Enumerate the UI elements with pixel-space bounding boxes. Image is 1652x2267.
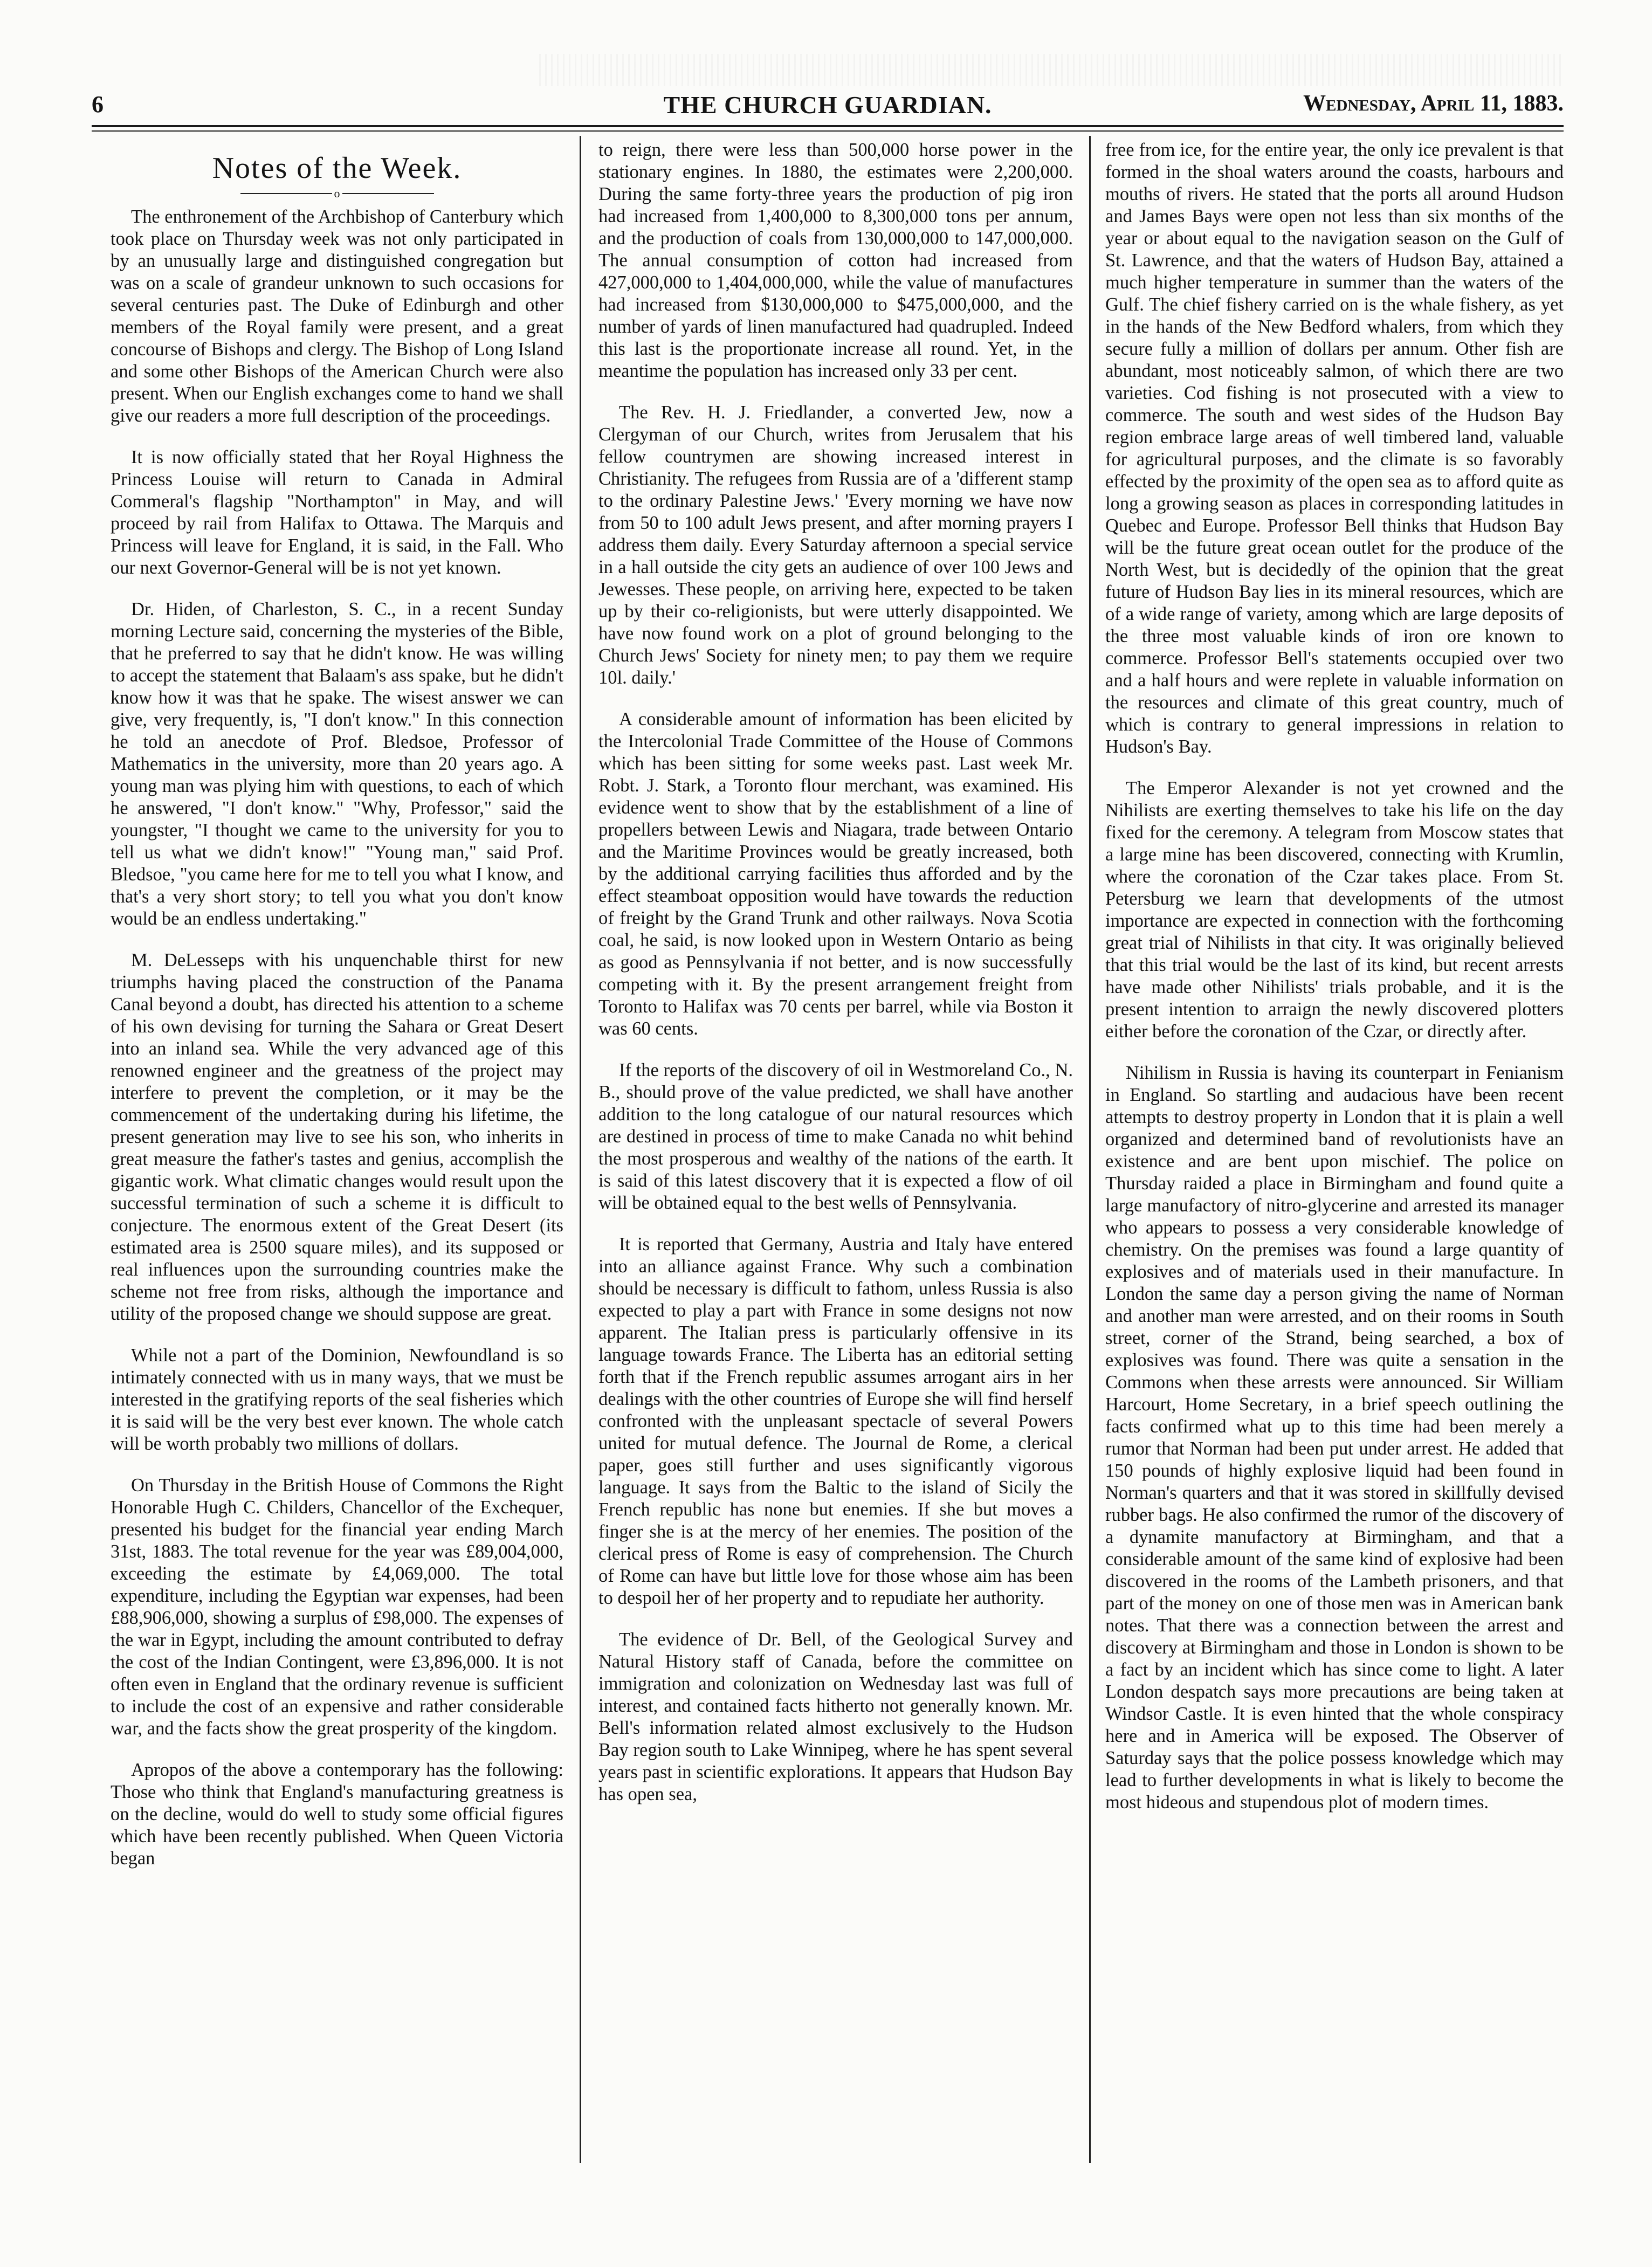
page-header: [92, 91, 1564, 123]
article-paragraph: A considerable amount of information has been elicited by the Intercolonial Trade Committee of the House of Commons which has been sitting for some weeks past. Last week Mr. Robt. J. Stark, a Toronto flour merchant, was examined. His evidence went to show that by the establishment of a line of propellers between Lewis and Niagara, trade between Ontario and the Maritime Provinces would be greatly increased, both by the additional carrying facilities thus afforded and by the effect steamboat opposition would have towards the reduction of freight by the Grand Trunk and other railways. Nova Scotia coal, he said, is now looked upon in Western Ontario as being as good as Pennsylvania if not better, and is now successfully competing with it. By the present arrangement freight from Toronto to Halifax was 70 cents per barrel, while via Boston it was 60 cents.: [598, 709, 1073, 1039]
column-divider: [580, 136, 581, 2163]
section-title: Notes of the Week.: [212, 151, 462, 185]
article-paragraph: The enthronement of the Archbishop of Canterbury which took place on Thursday week was not only participated in by an unusually large and distinguished congregation but was on a scale of grandeur unknown to such occasions for several centuries past. The Duke of Edinburgh and other members of the Royal family were present, and a great concourse of Bishops and clergy. The Bishop of Long Island and some other Bishops of the American Church were also present. When our English exchanges come to hand we shall give our readers a more full description of the proceedings.: [111, 206, 563, 426]
article-paragraph: Nihilism in Russia is having its counterpart in Fenianism in England. So startling and audacious have been recent attempts to destroy property in London that it is plain a well organized and determined band of revolutionists have an existence and are bent upon mischief. The police on Thursday raided a place in Birmingham and found quite a large manufactory of nitro-glycerine and arrested its manager who appears to possess a very considerable knowledge of chemistry. On the premises was found a large quantity of explosives and of materials used in their manufacture. In London the same day a person giving the name of Norman and another man were arrested, and on their rooms in South street, corner of the Strand, being searched, a box of explosives was found. There was quite a sensation in the Commons when these arrests were announced. Sir William Harcourt, Home Secretary, in a brief speech outlining the facts confirmed what up to this time had been merely a rumor that Norman had been put under arrest. He added that 150 pounds of highly explosive liquid had been found in Norman's quarters and that it was stored in skillfully devised rubber bags. He also confirmed the rumor of the discovery of a dynamite manufactory at Birmingham, and that a considerable amount of the same kind of explosive had been discovered in the rooms of the Lambeth prisoners, and that part of the money on one of those men was in American bank notes. That there was a connection between the arrest and discovery at Birmingham and those in London is shown to be a fact by an incident which has since come to light. A later London despatch says more precautions are being taken at Windsor Castle. It is even hinted that the whole conspiracy here and in America will be exposed. The Observer of Saturday says that the police possess knowledge which may lead to further developments in what is likely to become the most hideous and stupendous plot of modern times.: [1105, 1063, 1564, 1813]
header-rule: [92, 125, 1564, 127]
article-paragraph: The evidence of Dr. Bell, of the Geological Survey and Natural History staff of Canada, before the committee on immigration and colonization on Wednesday last was full of interest, and contained facts hitherto not generally known. Mr. Bell's information related almost exclusively to the Hudson Bay region south to Lake Winnipeg, where he has spent several years past in scientific explorations. It appears that Hudson Bay has open sea,: [598, 1629, 1073, 1804]
column-1: [111, 139, 563, 2177]
article-paragraph: free from ice, for the entire year, the only ice prevalent is that formed in the shoal waters around the coasts, harbours and mouths of rivers. He stated that the ports all around Hudson and James Bays were open not less than six months of the year or about equal to the navigation season on the Gulf of St. Lawrence, and that the waters of Hudson Bay, attained a much higher temperature in summer than the waters of the Gulf. The chief fishery carried on is the whale fishery, as yet in the hands of the New Bedford whalers, from which they secure fully a million of dollars per annum. Other fish are abundant, most noticeably salmon, of which there are two varieties. Cod fishing is not prosecuted with a view to commerce. The south and west sides of the Hudson Bay region embrace large areas of well timbered land, valuable for agricultural purposes, and the climate is so favorably effected by the proximity of the open sea as to afford quite as long a growing season as places in corresponding latitudes in Quebec and Europe. Professor Bell thinks that Hudson Bay will be the future great ocean outlet for the produce of the North West, but is decidedly of the opinion that the great future of Hudson Bay lies in its mineral resources, which are of a wide range of variety, among which are large deposits of the three most valuable kinds of iron ore known to commerce. Professor Bell's statements occupied over two and a half hours and were replete in valuable information on the resources and climate of this great country, much of which is contrary to general impressions in relation to Hudson's Bay.: [1105, 140, 1564, 757]
title-ornament: o: [111, 187, 563, 198]
article-paragraph: to reign, there were less than 500,000 horse power in the stationary engines. In 1880, the estimates were 2,200,000. During the same forty-three years the production of pig iron had increased from 1,400,000 to 8,300,000 tons per annum, and the production of coals from 130,000,000 to 147,000,000. The annual consumption of cotton had increased from 427,000,000 to 1,404,000,000, while the value of manufactures had increased from $130,000,000 to $475,000,000, and the number of yards of linen manufactured had quadrupled. Indeed this last is the proportionate increase all round. Yet, in the meantime the population has increased only 33 per cent.: [598, 140, 1073, 381]
issue-date: Wednesday, April 11, 1883.: [1303, 91, 1564, 116]
article-paragraph: On Thursday in the British House of Commons the Right Honorable Hugh C. Childers, Chancellor of the Exchequer, presented his budget for the financial year ending March 31st, 1883. The total revenue for the year was £89,004,000, exceeding the estimate by £4,069,000. The total expenditure, including the Egyptian war expenses, had been £88,906,000, showing a surplus of £98,000. The expenses of the war in Egypt, including the amount contributed to defray the cost of the Indian Contingent, were £3,896,000. It is not often even in England that the ordinary revenue is sufficient to include the cost of an expensive and rather considerable war, and the facts show the great prosperity of the kingdom.: [111, 1475, 563, 1739]
article-paragraph: If the reports of the discovery of oil in Westmoreland Co., N. B., should prove of the value predicted, we shall have another addition to the long catalogue of our natural resources which are destined in process of time to make Canada no whit behind the most prosperous and wealthy of the nations of the earth. It is said of this latest discovery that it is expected a flow of oil will be obtained equal to the best wells of Pennsylvania.: [598, 1060, 1073, 1213]
column-3: [1105, 139, 1564, 2177]
column-2: [598, 139, 1073, 2177]
article-paragraph: Apropos of the above a contemporary has the following: Those who think that England's manufacturing greatness is on the decline, would do well to study some official figures which have been recently published. When Queen Victoria began: [111, 1760, 563, 1869]
masthead-title: THE CHURCH GUARDIAN.: [663, 91, 992, 119]
article-paragraph: The Rev. H. J. Friedlander, a converted Jew, now a Clergyman of our Church, writes from Jerusalem that his fellow countrymen are showing increased interest in Christianity. The refugees from Russia are of a 'different stamp to the ordinary Palestine Jews.' 'Every morning we have now from 50 to 100 adult Jews present, and after morning prayers I address them daily. Every Saturday afternoon a special service in a hall outside the city gets an audience of over 100 Jews and Jewesses. These people, on arriving here, expected to be taken up by their co-religionists, but were utterly disappointed. We have now found work on a plot of ground belonging to the Church Jews' Society for ninety men; to pay them we require 10l. daily.': [598, 402, 1073, 688]
article-paragraph: M. DeLesseps with his unquenchable thirst for new triumphs having placed the construction of the Panama Canal beyond a doubt, has directed his attention to a scheme of his own devising for turning the Sahara or Great Desert into an inland sea. While the very advanced age of this renowned engineer and the greatness of the project may interfere to prevent the completion, or it may be the commencement of the undertaking during his lifetime, the present generation may live to see his son, who inherits in great measure the father's tastes and genius, accomplish the gigantic work. What climatic changes would result upon the successful termination of such a scheme it is difficult to conjecture. The enormous extent of the Great Desert (its estimated area is 2500 square miles), and its supposed or real influences upon the surrounding countries make the scheme not free from risks, although the importance and utility of the proposed change we should suppose are great.: [111, 950, 563, 1324]
page-number: 6: [92, 91, 104, 118]
article-paragraph: The Emperor Alexander is not yet crowned and the Nihilists are exerting themselves to take his life on the day fixed for the ceremony. A telegram from Moscow states that a large mine has been discovered, connecting with Krumlin, where the coronation of the Czar takes place. From St. Petersburg we learn that developments of the utmost importance are expected in connection with the forthcoming great trial of Nihilists in that city. It was originally believed that this trial would be the last of its kind, but recent arrests have made other Nihilists' trials probable, and it is the present intention to arraign the newly discovered plotters either before the coronation of the Czar, or directly after.: [1105, 778, 1564, 1042]
article-paragraph: Dr. Hiden, of Charleston, S. C., in a recent Sunday morning Lecture said, concerning the mysteries of the Bible, that he preferred to say that he didn't know. He was willing to accept the statement that Balaam's ass spake, but he didn't know how it was that he spake. The wisest answer we can give, very frequently, is, "I don't know." In this connection he told an anecdote of Prof. Bledsoe, Professor of Mathematics in the university, more than 20 years ago. A young man was plying him with questions, to each of which he answered, "I don't know." "Why, Professor," said the youngster, "I thought we came to the university for you to tell us what we didn't know!" "Young man," said Prof. Bledsoe, "you came here for me to tell you what I know, and that's a very short story; to tell you what you don't know would be an endless undertaking.": [111, 599, 563, 929]
article-paragraph: It is reported that Germany, Austria and Italy have entered into an alliance against France. Why such a combination should be necessary is difficult to fathom, unless Russia is also expected to play a part with France in some designs not now apparent. The Italian press is particularly offensive in its language towards France. The Liberta has an editorial setting forth that if the French republic assumes arrogant airs in her dealings with the other countries of Europe she will find herself confronted with the unpleasant spectacle of several Powers united for mutual defence. The Journal de Rome, a clerical paper, goes still further and uses significantly vigorous language. It says from the Baltic to the island of Sicily the French republic has none but enemies. If she but moves a finger she is at the mercy of her enemies. The position of the clerical press of Rome is easy of comprehension. The Church of Rome can have but little love for those whose aim has been to despoil her of her property and to repudiate her authority.: [598, 1234, 1073, 1608]
header-rule-thin: [92, 130, 1564, 132]
article-paragraph: It is now officially stated that her Royal Highness the Princess Louise will return to Canada in Admiral Commeral's flagship "Northampton" in May, and will proceed by rail from Halifax to Ottawa. The Marquis and Princess will leave for England, it is said, in the Fall. Who our next Governor-General will be is not yet known.: [111, 447, 563, 578]
column-divider: [1089, 136, 1091, 2163]
article-paragraph: While not a part of the Dominion, Newfoundland is so intimately connected with us in many ways, that we must be interested in the gratifying reports of the seal fisheries which it is said will be the very best ever known. The whole catch will be worth probably two millions of dollars.: [111, 1345, 563, 1454]
scan-noise: [539, 54, 1564, 86]
